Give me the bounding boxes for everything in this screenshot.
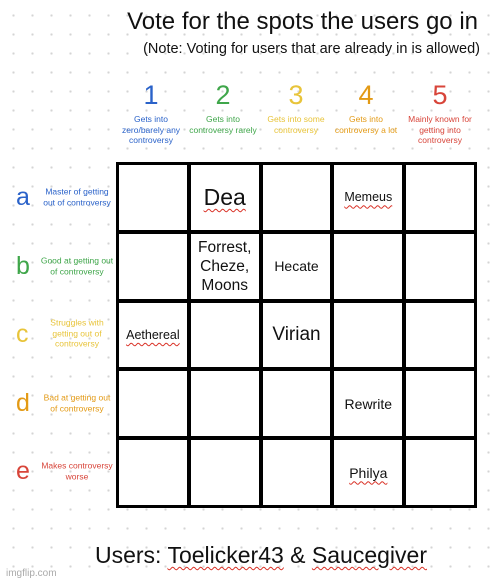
user-name: Hecate [274, 258, 319, 275]
column-header-3 [259, 80, 333, 135]
column-description: Mainly known for getting into controversy [408, 114, 472, 145]
grid-cell-d5[interactable] [406, 371, 474, 436]
grid-cell-c2[interactable] [191, 303, 259, 368]
column-number: 3 [288, 80, 304, 110]
users-footer [95, 542, 427, 569]
row-description: Makes controversy worse [41, 460, 113, 481]
row-letter: e [16, 456, 30, 485]
user-name: Philya [349, 464, 388, 481]
column-description: Gets into some controversy [267, 114, 325, 135]
grid-cell-a4[interactable] [334, 165, 402, 230]
row-header-c [12, 301, 114, 369]
user-two: Saucegiver [311, 542, 427, 568]
grid-cell-b5[interactable] [406, 234, 474, 299]
users-separator: & [283, 542, 312, 568]
grid-cell-b2[interactable] [191, 234, 259, 299]
grid-cell-d2[interactable] [191, 371, 259, 436]
users-label: Users: [95, 542, 168, 568]
user-one: Toelicker43 [167, 542, 284, 568]
grid-cell-a3[interactable] [263, 165, 331, 230]
column-header-5 [403, 80, 477, 146]
grid-cell-d3[interactable] [263, 371, 331, 436]
grid-cell-b4[interactable] [334, 234, 402, 299]
row-header-a [12, 164, 114, 232]
grid-cell-b3[interactable] [263, 234, 331, 299]
grid-cell-e4[interactable] [334, 440, 402, 505]
grid-cell-a1[interactable] [119, 165, 187, 230]
grid-cell-c1[interactable] [119, 303, 187, 368]
column-header-2 [186, 80, 260, 135]
watermark: imgflip.com [6, 568, 57, 579]
grid-cell-e2[interactable] [191, 440, 259, 505]
row-letter: d [16, 388, 30, 417]
row-header-b [12, 233, 114, 301]
row-description: Bad at getting out of controversy [43, 392, 111, 413]
user-name: Dea [203, 183, 246, 210]
grid-cell-e3[interactable] [263, 440, 331, 505]
user-name: Memeus [344, 190, 393, 205]
column-description: Gets into zero/barely any controversy [121, 114, 181, 145]
grid-cell-e5[interactable] [406, 440, 474, 505]
column-header-4 [329, 80, 403, 135]
row-description: Good at getting out of controversy [40, 255, 114, 276]
column-description: Gets into controversy rarely [189, 114, 257, 135]
grid-cell-c5[interactable] [406, 303, 474, 368]
grid-cell-c4[interactable] [334, 303, 402, 368]
grid-cell-c3[interactable] [263, 303, 331, 368]
grid-cell-a5[interactable] [406, 165, 474, 230]
user-name: Aethereal [126, 327, 180, 342]
column-description: Gets into controversy a lot [334, 114, 398, 135]
grid-cell-a2[interactable] [191, 165, 259, 230]
row-description: Struggles with getting out of controversy [50, 317, 104, 349]
page-title: Vote for the spots the users go in [127, 8, 478, 35]
row-header-e [12, 438, 114, 506]
column-number: 5 [432, 80, 448, 110]
row-description: Master of getting out of controversy [43, 186, 111, 207]
user-name: Rewrite [344, 395, 393, 412]
row-header-d [12, 370, 114, 438]
row-letter: c [16, 319, 29, 348]
tier-grid [116, 162, 477, 508]
grid-cell-e1[interactable] [119, 440, 187, 505]
grid-cell-d4[interactable] [334, 371, 402, 436]
column-number: 1 [143, 80, 159, 110]
grid-cell-b1[interactable] [119, 234, 187, 299]
user-name: Virian [272, 323, 321, 345]
user-name: Forrest, Cheze, Moons [197, 238, 252, 294]
row-letter: a [16, 182, 30, 211]
page-subtitle: (Note: Voting for users that are already in is allowed) [143, 41, 480, 57]
column-number: 4 [358, 80, 374, 110]
grid-cell-d1[interactable] [119, 371, 187, 436]
row-letter: b [16, 251, 30, 280]
column-header-1 [114, 80, 188, 146]
column-number: 2 [215, 80, 231, 110]
